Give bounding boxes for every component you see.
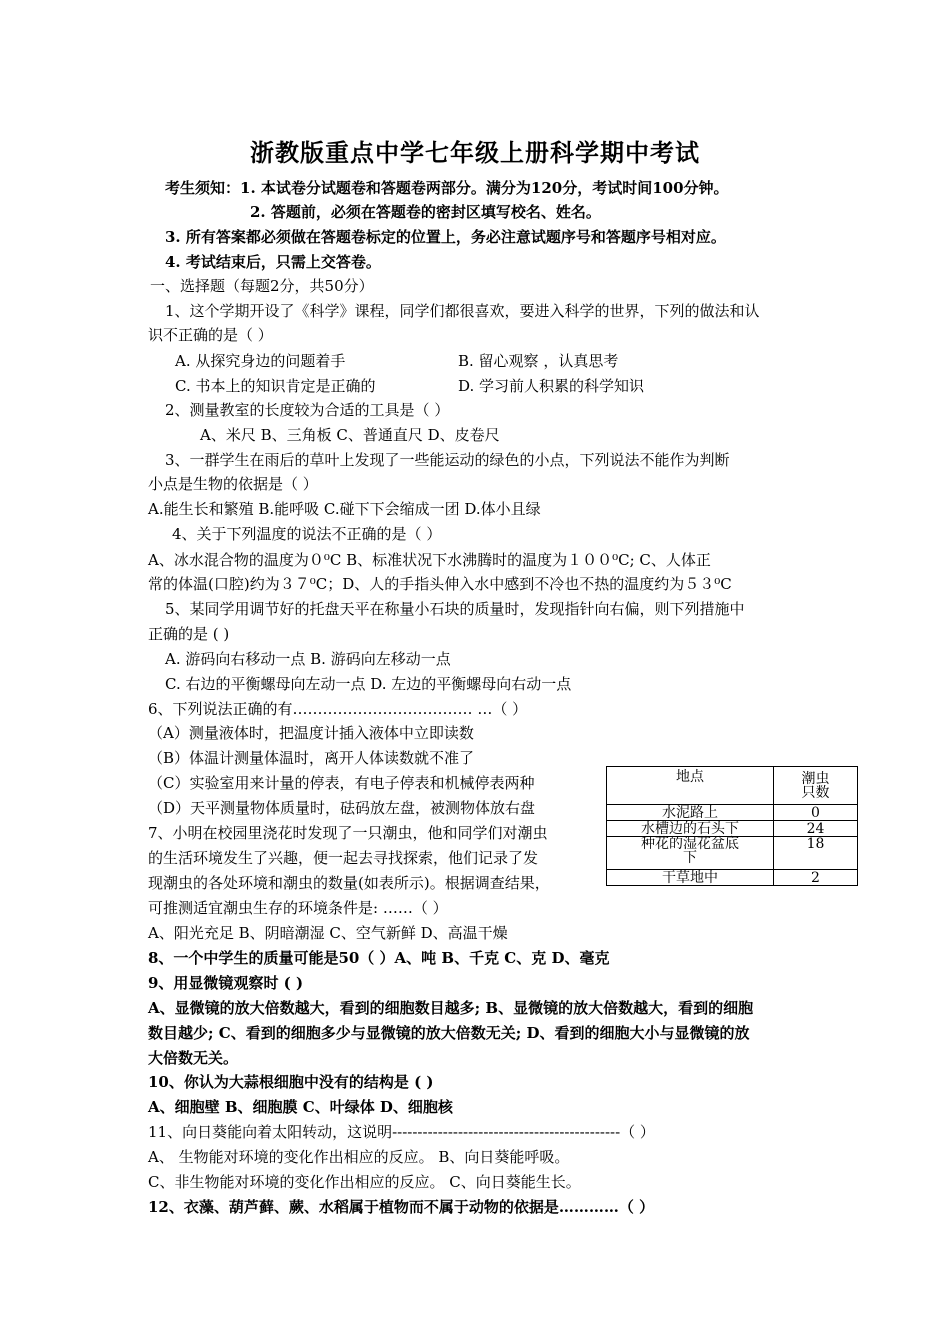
q3-options: A.能生长和繁殖 B.能呼吸 C.碰下下会缩成一团 D.体小且绿 — [148, 500, 541, 518]
q5-stem-line1: 5、某同学用调节好的托盘天平在称量小石块的质量时，发现指针向右偏，则下列措施中 — [165, 600, 745, 618]
q7-options: A、阳光充足 B、阴暗潮湿 C、空气新鲜 D、高温干燥 — [148, 924, 508, 942]
table-cell-count: 24 — [774, 821, 858, 837]
q6-option-c: （C）实验室用来计量的停表，有电子停表和机械停表两种 — [148, 774, 535, 792]
table-row — [607, 805, 858, 821]
q8-question: 8、一个中学生的质量可能是50（ ）A、吨 B、千克 C、克 D、毫克 — [148, 949, 610, 967]
q9-options-line1: A、显微镜的放大倍数越大，看到的细胞数目越多; B、显微镜的放大倍数越大，看到的细胞 — [148, 999, 754, 1017]
table-cell-place: 水槽边的石头下 — [607, 821, 774, 837]
table-cell-count: 2 — [774, 870, 858, 886]
table-header-count-line1: 潮虫 — [801, 770, 830, 787]
table-row — [607, 837, 858, 870]
q4-options-line1: A、冰水混合物的温度为０⁰C B、标准状况下水沸腾时的温度为１００⁰C; C、人体正 — [148, 551, 711, 569]
notice-item-2: 2. 答题前，必须在答题卷的密封区填写校名、姓名。 — [250, 203, 601, 221]
table-cell-place-line2: 下 — [683, 850, 697, 866]
table-cell-place: 水泥路上 — [607, 805, 774, 821]
table-header-count-line2: 只数 — [801, 784, 830, 801]
q11-options-ab: A、 生物能对环境的变化作出相应的反应。 B、向日葵能呼吸。 — [148, 1148, 570, 1166]
q2-options: A、米尺 B、三角板 C、普通直尺 D、皮卷尺 — [200, 426, 500, 444]
pillbug-survey-table — [606, 766, 858, 886]
q1-option-b: B. 留心观察 ，认真思考 — [458, 352, 619, 370]
q7-stem-line3: 现潮虫的各处环境和潮虫的数量(如表所示)。根据调查结果， — [148, 874, 550, 892]
q10-options: A、细胞壁 B、细胞膜 C、叶绿体 D、细胞核 — [148, 1098, 453, 1116]
q3-stem-line1: 3、一群学生在雨后的草叶上发现了一些能运动的绿色的小点，下列说法不能作为判断 — [165, 451, 730, 469]
table-row — [607, 870, 858, 886]
q6-option-b: （B）体温计测量体温时，离开人体读数就不准了 — [148, 749, 475, 767]
q6-option-d: （D）天平测量物体质量时，砝码放左盘，被测物体放右盘 — [148, 799, 536, 817]
q5-options-ab: A. 游码向右移动一点 B. 游码向左移动一点 — [165, 650, 451, 668]
q7-stem-line4: 可推测适宜潮虫生存的环境条件是: ……（ ） — [148, 899, 448, 917]
table-header-count — [774, 767, 858, 805]
q1-option-c: C. 书本上的知识肯定是正确的 — [175, 377, 376, 395]
table-cell-place: 干草地中 — [607, 870, 774, 886]
q5-stem-line2: 正确的是 ( ) — [148, 625, 230, 643]
table-cell-count: 18 — [774, 837, 858, 870]
q9-options-line3: 大倍数无关。 — [148, 1049, 239, 1067]
q1-stem-line2: 识不正确的是（ ） — [148, 326, 273, 344]
q6-stem: 6、下列说法正确的有……………………………… …（ ） — [148, 700, 528, 718]
q3-stem-line2: 小点是生物的依据是（ ） — [148, 475, 318, 493]
q1-stem-line1: 1、这个学期开设了《科学》课程，同学们都很喜欢，要进入科学的世界，下列的做法和认 — [165, 302, 760, 320]
q12-question: 12、衣藻、葫芦藓、蕨、水稻属于植物而不属于动物的依据是…………（ ） — [148, 1198, 655, 1216]
q1-option-d: D. 学习前人积累的科学知识 — [458, 377, 645, 395]
table-header-row — [607, 767, 858, 805]
q11-options-cd: C、非生物能对环境的变化作出相应的反应。 C、向日葵能生长。 — [148, 1173, 581, 1191]
q9-options-line2: 数目越少; C、看到的细胞多少与显微镜的放大倍数无关; D、看到的细胞大小与显微镜的放 — [148, 1024, 750, 1042]
table-cell-place — [607, 837, 774, 870]
table-header-place: 地点 — [607, 767, 774, 805]
q1-option-a: A. 从探究身边的问题着手 — [175, 352, 346, 370]
exam-title: 浙教版重点中学七年级上册科学期中考试 — [250, 138, 700, 167]
section-heading: 一、选择题（每题2分，共50分） — [150, 277, 374, 295]
notice-item-3: 3. 所有答案都必须做在答题卷标定的位置上，务必注意试题序号和答题序号相对应。 — [165, 228, 726, 246]
q2-stem: 2、测量教室的长度较为合适的工具是（ ） — [165, 401, 450, 419]
notice-item-4: 4. 考试结束后，只需上交答卷。 — [165, 253, 381, 271]
notice-item-1: 考生须知：1. 本试卷分试题卷和答题卷两部分。满分为120分，考试时间100分钟。 — [165, 179, 729, 197]
table-cell-count: 0 — [774, 805, 858, 821]
q9-stem: 9、用显微镜观察时 ( ) — [148, 974, 304, 992]
q6-option-a: （A）测量液体时，把温度计插入液体中立即读数 — [148, 724, 474, 742]
q10-stem: 10、你认为大蒜根细胞中没有的结构是 ( ) — [148, 1073, 434, 1091]
q7-stem-line2: 的生活环境发生了兴趣，便一起去寻找探索，他们记录了发 — [148, 849, 539, 867]
q7-stem-line1: 7、小明在校园里浇花时发现了一只潮虫，他和同学们对潮虫 — [148, 824, 548, 842]
table-cell-place-line1: 种花的湿花盆底 — [641, 836, 739, 852]
q4-options-line2: 常的体温(口腔)约为３７⁰C；D、人的手指头伸入水中感到不冷也不热的温度约为５３⁰C — [148, 575, 732, 593]
table-row — [607, 821, 858, 837]
q5-options-cd: C. 右边的平衡螺母向左动一点 D. 左边的平衡螺母向右动一点 — [165, 675, 572, 693]
q4-stem: 4、关于下列温度的说法不正确的是（ ） — [172, 525, 442, 543]
q11-stem: 11、向日葵能向着太阳转动，这说明---------------------------------------------（ ） — [148, 1123, 655, 1141]
